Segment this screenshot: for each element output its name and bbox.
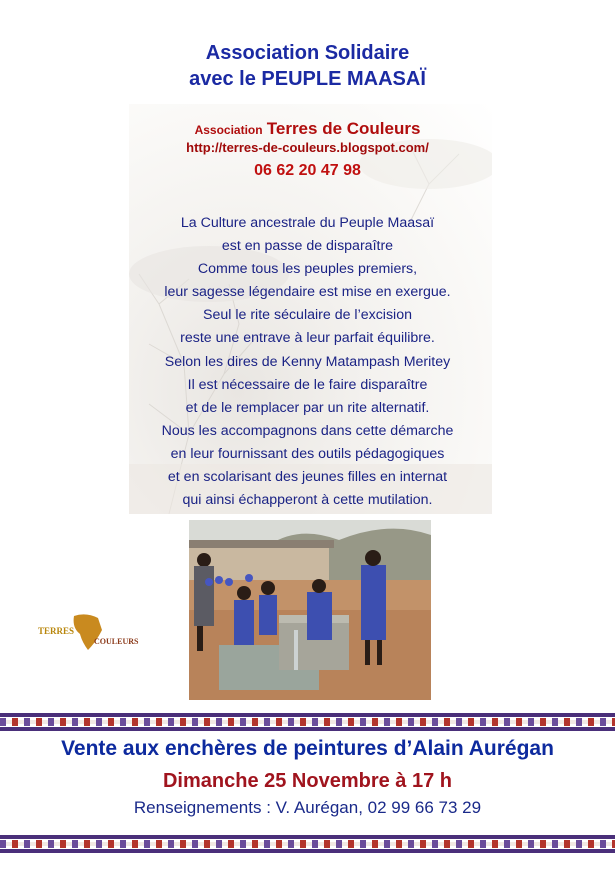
event-date: Dimanche 25 Novembre à 17 h xyxy=(162,770,452,792)
title-line-2: avec le PEUPLE MAASAÏ xyxy=(189,68,426,90)
association-url[interactable]: http://terres-de-couleurs.blogspot.com/ xyxy=(186,140,429,155)
body-line: Il est nécessaire de le faire disparaître xyxy=(187,376,428,393)
association-title: Terres de Couleurs xyxy=(266,119,421,138)
logo-text-bottom: COULEURS xyxy=(94,637,139,646)
body-line: Seul le rite séculaire de l’excision xyxy=(203,307,412,324)
event-contact: Renseignements : V. Aurégan, 02 99 66 73 29 xyxy=(133,798,482,817)
body-line: leur sagesse légendaire est mise en exergue. xyxy=(164,284,451,301)
body-line: et de le remplacer par un rite alternatif. xyxy=(185,399,430,416)
association-prefix: Association xyxy=(194,123,263,137)
body-line: La Culture ancestrale du Peuple Maasaï xyxy=(180,215,435,231)
body-line: Comme tous les peuples premiers, xyxy=(197,261,418,278)
body-line: est en passe de disparaître xyxy=(221,238,394,255)
logo-text-top: TERRES xyxy=(38,626,75,636)
body-line: Selon les dires de Kenny Matampash Meritey xyxy=(164,353,451,370)
schoolgirls-water-photo xyxy=(189,520,431,700)
page-title xyxy=(0,40,615,92)
terres-de-couleurs-logo xyxy=(36,612,146,652)
body-line: reste une entrave à leur parfait équilibre. xyxy=(180,330,435,347)
title-line-1: Association Solidaire xyxy=(205,42,410,64)
beaded-band-top xyxy=(0,711,615,733)
band-pattern-bottom xyxy=(0,833,615,855)
body-line: en leur fournissant des outils pédagogiques xyxy=(170,445,445,462)
beaded-band-bottom xyxy=(0,833,615,855)
body-line: et en scolarisant des jeunes filles en internat xyxy=(167,469,448,486)
association-phone: 06 62 20 47 98 xyxy=(254,162,361,179)
band-pattern-top xyxy=(0,711,615,733)
association-name xyxy=(0,118,615,141)
body-line: Nous les accompagnons dans cette démarche xyxy=(161,422,454,439)
body-line: qui ainsi échapperont à cette mutilation. xyxy=(182,492,433,509)
body-text xyxy=(0,212,615,512)
event-title: Vente aux enchères de peintures d’Alain Aurégan xyxy=(61,737,554,760)
